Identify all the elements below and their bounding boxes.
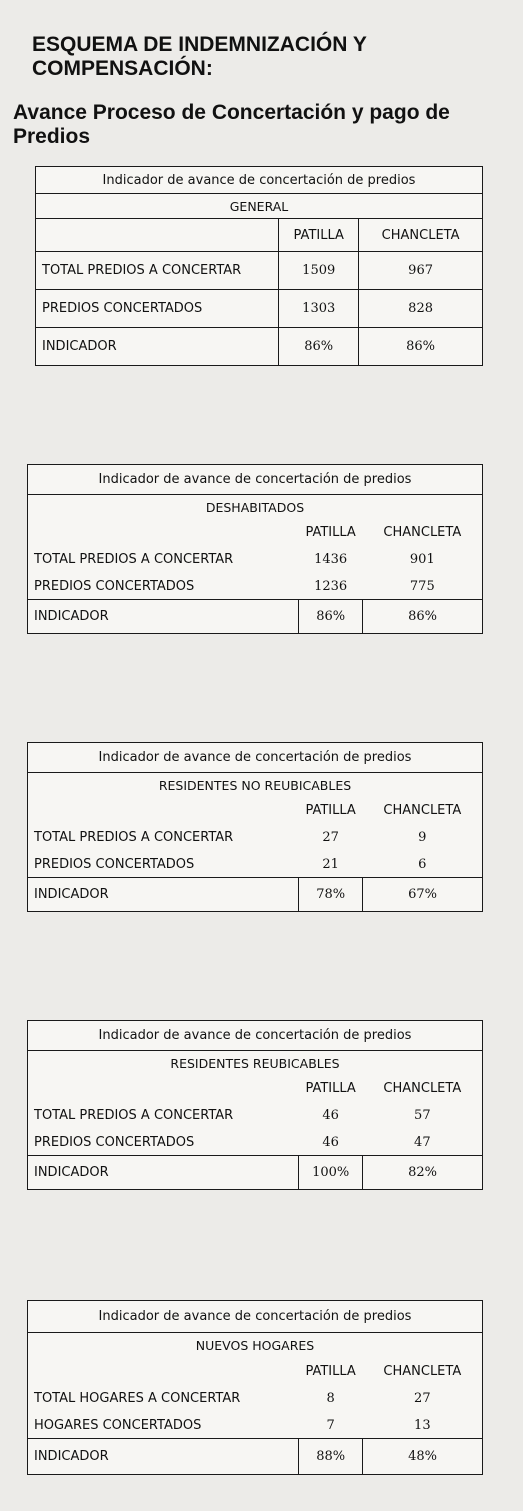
empty-cell: [28, 520, 299, 546]
row-label: TOTAL PREDIOS A CONCERTAR: [36, 252, 279, 290]
row-label: PREDIOS CONCERTADOS: [28, 574, 299, 600]
row-label: HOGARES CONCERTADOS: [28, 1413, 299, 1439]
value-chancleta: 86%: [363, 600, 483, 634]
empty-cell: [28, 798, 299, 824]
row-label: TOTAL PREDIOS A CONCERTAR: [28, 546, 299, 574]
col-header-patilla: PATILLA: [305, 803, 356, 818]
table-title: Indicador de avance de concertación de predios: [28, 1021, 483, 1051]
row-label: INDICADOR: [28, 1439, 299, 1475]
table-row: [28, 574, 483, 600]
row-label: PREDIOS CONCERTADOS: [28, 852, 299, 878]
table-nuevos-hogares: [27, 1300, 483, 1475]
col-header-patilla: PATILLA: [305, 1081, 356, 1096]
value-chancleta: 57: [363, 1102, 483, 1130]
value-chancleta: 828: [359, 290, 483, 328]
empty-cell: [28, 1359, 299, 1385]
col-header-chancleta: CHANCLETA: [359, 219, 483, 252]
value-chancleta: 13: [363, 1413, 483, 1439]
table-general: [35, 166, 483, 366]
table-group: RESIDENTES REUBICABLES: [28, 1051, 483, 1076]
table-group: GENERAL: [36, 194, 483, 219]
value-patilla: 8: [326, 1391, 335, 1406]
value-patilla: 78%: [299, 878, 363, 912]
table-title: Indicador de avance de concertación de predios: [28, 1301, 483, 1333]
row-label: TOTAL HOGARES A CONCERTAR: [28, 1385, 299, 1413]
col-header-patilla: PATILLA: [305, 1364, 356, 1379]
value-patilla: 88%: [299, 1439, 363, 1475]
row-label: INDICADOR: [28, 600, 299, 634]
empty-cell: [28, 1076, 299, 1102]
table-row: [36, 252, 483, 290]
table-row: [28, 1102, 483, 1130]
row-label: TOTAL PREDIOS A CONCERTAR: [28, 1102, 299, 1130]
row-label: INDICADOR: [28, 1156, 299, 1190]
table-residentes-no-reubicables: [27, 742, 483, 912]
table-row: [28, 1130, 483, 1156]
col-header-chancleta: CHANCLETA: [363, 1359, 483, 1385]
row-label: PREDIOS CONCERTADOS: [36, 290, 279, 328]
value-chancleta: 967: [359, 252, 483, 290]
row-label: TOTAL PREDIOS A CONCERTAR: [28, 824, 299, 852]
value-patilla: 1303: [279, 290, 359, 328]
table-group: DESHABITADOS: [28, 495, 483, 520]
page-subheading: Avance Proceso de Concertación y pago de Predios: [13, 101, 450, 148]
table-row: [36, 328, 483, 366]
page-heading: ESQUEMA DE INDEMNIZACIÓN Y COMPENSACIÓN:: [32, 33, 367, 80]
col-header-patilla: PATILLA: [279, 219, 359, 252]
table-title: Indicador de avance de concertación de predios: [28, 743, 483, 773]
value-patilla: 21: [322, 856, 339, 872]
value-chancleta: 67%: [363, 878, 483, 912]
value-chancleta: 27: [363, 1385, 483, 1413]
table-row: [28, 1385, 483, 1413]
row-label: PREDIOS CONCERTADOS: [28, 1130, 299, 1156]
col-header-chancleta: CHANCLETA: [363, 520, 483, 546]
value-patilla: 1436: [314, 552, 348, 567]
value-chancleta: 901: [363, 546, 483, 574]
value-patilla: 27: [322, 830, 339, 845]
value-patilla: 86%: [299, 600, 363, 634]
table-row: [28, 546, 483, 574]
value-chancleta: 48%: [363, 1439, 483, 1475]
table-group: NUEVOS HOGARES: [28, 1333, 483, 1359]
value-chancleta: 86%: [359, 328, 483, 366]
value-patilla: 46: [322, 1108, 339, 1123]
value-patilla: 100%: [299, 1156, 363, 1190]
table-title: Indicador de avance de concertación de predios: [28, 465, 483, 495]
value-chancleta: 82%: [363, 1156, 483, 1190]
value-chancleta: 6: [363, 852, 483, 878]
value-patilla: 1509: [279, 252, 359, 290]
table-row: [28, 1156, 483, 1190]
col-header-chancleta: CHANCLETA: [363, 798, 483, 824]
value-chancleta: 47: [363, 1130, 483, 1156]
table-group: RESIDENTES NO REUBICABLES: [28, 773, 483, 798]
col-header-patilla: PATILLA: [305, 525, 356, 540]
table-row: [28, 1413, 483, 1439]
table-deshabitados: [27, 464, 483, 634]
table-row: [36, 290, 483, 328]
table-row: [28, 878, 483, 912]
value-patilla: 86%: [279, 328, 359, 366]
empty-cell: [36, 219, 279, 252]
value-patilla: 1236: [314, 578, 348, 594]
table-row: [28, 852, 483, 878]
value-patilla: 46: [322, 1134, 339, 1150]
value-chancleta: 9: [363, 824, 483, 852]
table-residentes-reubicables: [27, 1020, 483, 1190]
row-label: INDICADOR: [28, 878, 299, 912]
table-row: [28, 600, 483, 634]
value-patilla: 7: [326, 1417, 335, 1433]
table-title: Indicador de avance de concertación de predios: [36, 167, 483, 194]
row-label: INDICADOR: [36, 328, 279, 366]
table-row: [28, 1439, 483, 1475]
col-header-chancleta: CHANCLETA: [363, 1076, 483, 1102]
value-chancleta: 775: [363, 574, 483, 600]
table-row: [28, 824, 483, 852]
